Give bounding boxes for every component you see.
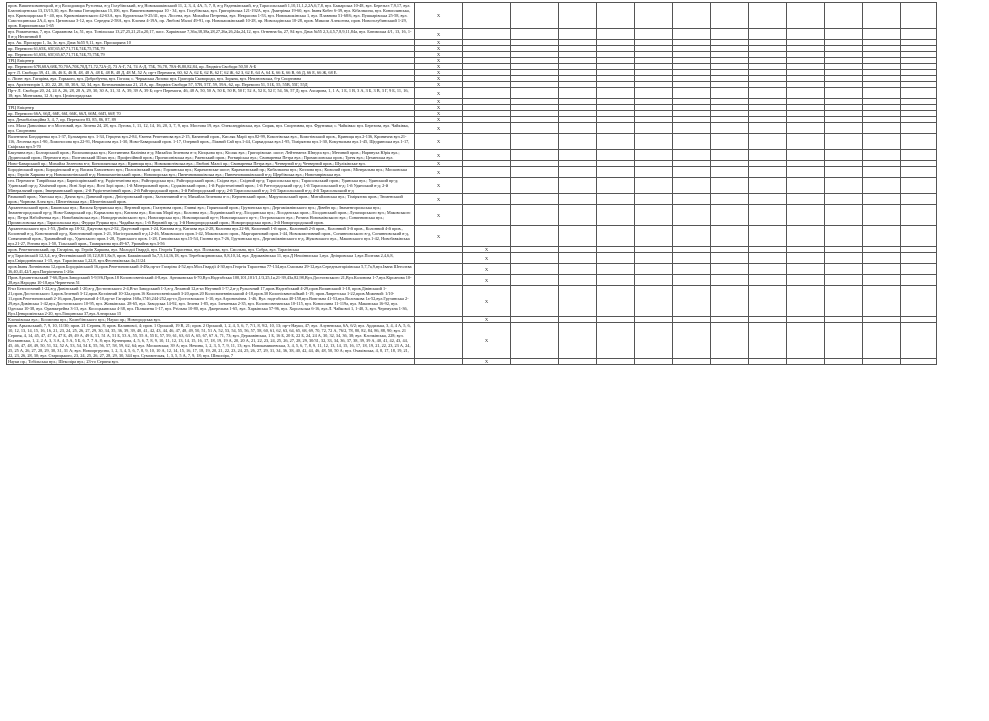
empty-cell (901, 359, 937, 365)
empty-cell (597, 359, 635, 365)
empty-cell (863, 194, 901, 205)
address-cell: Ново-Баварський пр.; Михайла Зеленова в-л; Коноплянська вул.; Криниця вул.; Новокомотівська вул.; Любові Малої пр.; Свинаренка Петра вул.; Четвертий в-д; Четвертий пров.; Шуліківське вул. (7, 161, 415, 167)
empty-cell (511, 226, 559, 247)
address-cell: сел. Перемоги: Таврійська вул.; Барнісарівський в-д; Радіотехнічна вул.; Райгородська вул.; Райгородський пров.; Східна вул.; Східний пр-д; Тарасольська вул.; Тарасольський пров.; Удянська вул.; Удянський пр-д; Удянський пр-д; Хімічний пров.; Ясні Зорі вул.; Ясні Зорі пров.; 1-й Мінеральний пров.; Судаківський пров.; 1-й Радіотехнічний пров.; 1-й Раттоградський пр-д; 1-й Тарасольський в-д; 1-й Удянський в-д; 2-й Мінеральний пров.; Інкерманський пров.; 2-й Радіотехнічний пров.; 2-й Райгородський пров.; 3-й Райгородський пр-д; 2-й Тарасольський в-д; 3-й Тарасольський в-д; 4-й Тарасольський в-д (7, 178, 415, 194)
empty-cell (863, 226, 901, 247)
empty-cell (635, 123, 673, 134)
empty-cell (749, 150, 787, 161)
empty-cell (787, 88, 825, 99)
empty-cell (787, 29, 825, 40)
empty-cell (635, 359, 673, 365)
empty-cell (749, 275, 787, 286)
empty-cell (635, 29, 673, 40)
empty-cell (463, 150, 511, 161)
empty-cell (511, 88, 559, 99)
empty-cell (711, 3, 749, 29)
empty-cell (825, 275, 863, 286)
mark-cell: X (415, 70, 463, 76)
empty-cell (901, 150, 937, 161)
empty-cell (863, 323, 901, 359)
address-cell: Пров.Архангельський 7-66,Пров.Заводський 5-9,9/6,Пров.18 Колоносвеніський 4-8,вул. Артиковська 6-70,Вул.Надтабська 100,101,101/1,1/3,25,1я,21-39,43а,82,98,Вул.Достоєвського 21,Вул.Колонова 1-7,вул.Кірсанова 10-28,вул.Народна 10-18,вул.Чернетчна 51 (7, 275, 415, 286)
mark-cell: X (415, 150, 463, 161)
empty-cell (463, 194, 511, 205)
empty-cell (559, 88, 597, 99)
table-row (7, 253, 937, 264)
empty-cell (749, 29, 787, 40)
empty-cell (597, 123, 635, 134)
mark-cell: X (415, 205, 463, 226)
mark-cell: X (415, 99, 463, 105)
address-cell: пр. Перемоги 61,65Б, 65Г,65,67,71,71Б,74Б,75,75Б,79 (7, 46, 415, 52)
empty-cell (825, 150, 863, 161)
empty-cell (559, 150, 597, 161)
empty-cell (559, 253, 597, 264)
address-cell: Валентина Бондаренка вул.1-37, Бульварна вул. 1-34, Герцена вул.2-84, Євгена Репетинова вул.2-15, Канатний пров., Кисляк Марії вул.82-99, Комотівська вул., Комотівський пров., Криниця вул.2-136, Кринична вул.21-116, Лесенка вул.1-90, Ломоносова вул.22-91, Некрасова вул.1-30, Ново-Баварський пров. 1-17, Озерний пров., Ліжний Сай вул.1-44, Сармадська вул.1-95, Тімірязєва вул.1-30, Комунальна вул.1-45, Щедринська вул.1-17, Скіфська вул.5-70 (7, 134, 415, 150)
empty-cell (597, 205, 635, 226)
address-cell: Пр-т Л. Свободи 20, 24, 24 А, 26, 28, 28 А, 29, 30, 30 А, 31, 31 А, 39, 39 А, 39 Б; пр-т Перемоги, 46, 48 А, 50, 50 А, 50 Б, 50 В, 50 Г, 52 А, 52 Б, 52 Г, 54, 56, 57 Д; вул. Ахсарова, 1, 1 А, 1 Б, 1 В, 3 А, 3 Б, 3 В, 3 Г, 9 Б, 11, 16, 18; вул. Монтажна, 12 А; вул. Целіноградська (7, 88, 415, 99)
table-row (7, 88, 937, 99)
empty-cell (597, 167, 635, 178)
empty-cell (749, 286, 787, 317)
empty-cell (559, 178, 597, 194)
empty-cell (597, 134, 635, 150)
empty-cell (901, 29, 937, 40)
empty-cell (711, 205, 749, 226)
address-cell: Рамковий пров.; Ужеська вул.; Дачна вул.; Даничий пров.; Дністровський пров.; Залтанчиний в-л; Михайла Зеленова в-л.; Керченський пров.; Марупольський пров.; Митайловська вул.; Тімірязєва пров.; Тюменський пров.; Чорнова Алея вул.; Шепетівська вул.; Шепетівський пров. (7, 194, 415, 205)
empty-cell (673, 323, 711, 359)
empty-cell (901, 323, 937, 359)
table-row (7, 205, 937, 226)
empty-cell (673, 205, 711, 226)
address-cell: пров. Репетиновський, пр. Гагаріна, пр. Героїв Харкова, вул. Молодої Гвардії, вул. Георгія Тарасенка, вул. Полькова, вул. Смольна, вул. Собра, вул. Тарасівська (7, 247, 415, 253)
empty-cell (415, 286, 463, 317)
empty-cell (787, 286, 825, 317)
mark-cell: X (415, 111, 463, 117)
empty-cell (901, 178, 937, 194)
empty-cell (825, 134, 863, 150)
empty-cell (559, 359, 597, 365)
empty-cell (673, 194, 711, 205)
table-row (7, 359, 937, 365)
table-row (7, 323, 937, 359)
empty-cell (787, 323, 825, 359)
empty-cell (863, 359, 901, 365)
empty-cell (825, 3, 863, 29)
empty-cell (463, 123, 511, 134)
empty-cell (787, 150, 825, 161)
empty-cell (749, 205, 787, 226)
empty-cell (863, 88, 901, 99)
mark-cell: X (463, 317, 511, 323)
empty-cell (673, 226, 711, 247)
empty-cell (673, 167, 711, 178)
empty-cell (863, 253, 901, 264)
empty-cell (711, 323, 749, 359)
address-cell: вул. Демобілізаційна 3, 4, 7, пр. Перемоги 83, 85, 86, 87, 89 (7, 117, 415, 123)
mark-cell: X (415, 88, 463, 99)
empty-cell (711, 178, 749, 194)
address-cell: пр-т Л. Свободи 39, 41, 46, 46 Б, 46 В, 48, 48 А, 48 Б, 48 В, 48 Д, 48 М, 52 А; пр-т Перемоги, 60, 62 А, 62 Б, 62 В, 62 Г, 62 Ж, 62 З, 62 Е, 64 А, 64 Б, 66 Б, 66 В, 66 Д, 66 Е, 66 Ж, 68 Е. (7, 70, 415, 76)
mark-cell: X (415, 64, 463, 70)
table-row (7, 123, 937, 134)
empty-cell (559, 3, 597, 29)
empty-cell (863, 134, 901, 150)
empty-cell (749, 253, 787, 264)
empty-cell (635, 226, 673, 247)
empty-cell (711, 88, 749, 99)
empty-cell (463, 205, 511, 226)
mark-cell: X (415, 194, 463, 205)
empty-cell (635, 323, 673, 359)
empty-cell (787, 359, 825, 365)
empty-cell (749, 194, 787, 205)
empty-cell (597, 29, 635, 40)
empty-cell (749, 123, 787, 134)
empty-cell (415, 275, 463, 286)
empty-cell (825, 194, 863, 205)
empty-cell (463, 29, 511, 40)
empty-cell (787, 178, 825, 194)
empty-cell (511, 275, 559, 286)
empty-cell (787, 167, 825, 178)
address-cell: Архангельський пров.; Баковська вул.; Василя Бутрявська вул.; Верзний пров.; Глазунова пров.; Глиняі вул.; Горянський пров.; Грузинська вул.; Дергаміжнівського вул.; Дівейн пр.; Знаменгорольська вул.; Знаменгородський пр-д; Ново-Баварський пр.; Кармалова вул.; Катаєва вул.; Кисляк Марії вул.; Колонна вул.; Лодянівський в-д; Лісодянська вул.; Лісоданська пров.; Лісоданський пров.; Лупачарського вул.; Маковського вул.; Петра Набойченка вул.; Новобавківська вул.; Новодергамівського вул.; Новопирська вул.; Новопирський пр-т; Новопирського пр-т.; Остромського вул.; Ротина Новомаівського вул.; Сонинновська вул.; Промисловська вул.; Тарасольська вул.; Федора Руцяка вул.; Чадайка вул.; 1-й Верхній пр.-д; 1-й Новоргородський пров.; Новоргородська пров.; 3-й Новоргородський пров. (7, 205, 415, 226)
empty-cell (901, 167, 937, 178)
empty-cell (749, 88, 787, 99)
empty-cell (749, 178, 787, 194)
empty-cell (825, 88, 863, 99)
empty-cell (511, 167, 559, 178)
address-cell: пр. Перемоги 61,65Б, 65Г,65,67,71,71Б,74Б,75,75Б,79 (7, 52, 415, 58)
empty-cell (673, 134, 711, 150)
empty-cell (673, 359, 711, 365)
empty-cell (463, 226, 511, 247)
empty-cell (749, 323, 787, 359)
empty-cell (673, 286, 711, 317)
empty-cell (415, 264, 463, 275)
empty-cell (863, 3, 901, 29)
empty-cell (635, 264, 673, 275)
empty-cell (711, 29, 749, 40)
empty-cell (825, 323, 863, 359)
empty-cell (711, 264, 749, 275)
empty-cell (597, 88, 635, 99)
mark-cell: X (415, 178, 463, 194)
empty-cell (673, 88, 711, 99)
empty-cell (901, 123, 937, 134)
mark-cell: X (415, 117, 463, 123)
empty-cell (863, 123, 901, 134)
empty-cell (597, 178, 635, 194)
empty-cell (511, 123, 559, 134)
empty-cell (825, 264, 863, 275)
empty-cell (673, 253, 711, 264)
empty-cell (901, 205, 937, 226)
empty-cell (825, 226, 863, 247)
empty-cell (511, 194, 559, 205)
empty-cell (463, 88, 511, 99)
mark-cell: X (463, 253, 511, 264)
empty-cell (901, 264, 937, 275)
empty-cell (597, 194, 635, 205)
empty-cell (635, 205, 673, 226)
mark-cell: X (463, 247, 511, 253)
empty-cell (415, 359, 463, 365)
empty-cell (901, 226, 937, 247)
empty-cell (635, 275, 673, 286)
empty-cell (787, 253, 825, 264)
table-row (7, 275, 937, 286)
empty-cell (673, 178, 711, 194)
empty-cell (673, 275, 711, 286)
empty-cell (511, 29, 559, 40)
empty-cell (635, 194, 673, 205)
empty-cell (511, 205, 559, 226)
empty-cell (711, 275, 749, 286)
empty-cell (863, 178, 901, 194)
address-cell: пров. Арыльський, 7, 9, 10, 11/30; пров. 21 Серпня, 8; пров. Калинової, 4; пров. 1 Орський, 19 В, 21; пров. 2 Орський, 1, 2, 4, 5, 6, 7, 7/1, 8, 9/2, 10, 13; пр-т Науки, 47; вул. Алуневська, 6А, 6/2; вул. Ардилька, 3, 4, 4 А, 5, 6, 10, 12, 13, 14, 15, 16, 16, 21, 23, 24, 25, 26, 27, 29, 30, 34, 35, 36, 39, 39, 40, 41, 42, 43, 44, 46, 47, 48, 49, 50, 51, 51 А, 52, 53, 54, 55, 56, 57, 58, 60, 61, 62, 63, 64, 65, 68, 69, 70, 72, 72 А, 76/2, 78, 80, 82, 84, 86, 88, 90; вул. 21 Серпня, 4, 14, 45, 47, 47 А, 47 Б, 49, 49 А, 49 Б, 51, 51 А, 51 Б, 53 А, 55, 55 А, 55 Б, 57, 59, 61, 63, 63 А, 65, 67, 67 А, 71, 73; вул. Державінська, 1 Б, 16 Б, 20 Б, 22 Б, 24, 24 А, 30, 32, 34, 36, 38; вул. Клочківська, 228; вул. Косминська, 1, 2, 2 А, 3, 3 А, 4, 5 А, 5 Б, 6, 7, 7 А, 8; вул. Кузнецова, 4, 5, 6, 7, 8, 9, 10, 11, 12, 13, 14, 15, 16, 17, 18, 19, 19 А, 20, 20 А, 21, 22, 23, 24, 25, 26, 27, 28, 29, 30/31, 32, 33, 34, 36, 37, 38, 39, 39 А, 40, 41, 42, 43, 44, 45, 46, 47, 48, 49, 50, 51, 52, 52 А, 53, 54, 54 Б, 55, 56, 57, 58, 59, 62, 64; вул. Московська; 39 А; вул. Нечина, 1, 2, 3, 5, 7, 9, 11, 13; вул. Новокамишевська, 3, 4, 5, 6, 7, 8, 9, 11, 12, 13, 14, 15, 16, 17, 18, 19, 21, 22, 23, 23 А, 24, 25, 25 А, 26, 27, 28, 29, 30, 31, 31 А; вул. Новооргрупна, 1, 2, 3, 4, 5, 6, 7, 8, 9, 10, 10 А, 12, 14, 15, 16, 17, 18, 19, 20, 21, 22, 23, 24, 25, 26, 27, 29, 31, 34, 36, 38, 40, 42, 44, 46, 48, 50, 50 А; вул. Очаківська, 4, 8, 17, 18, 19, 21, 22, 23, 26, 28, 30; вул. Старицького, 23, 24, 25, 26, 27, 28, 29, 30, 344 вул. Сумгаитская, 1, 3, 5, 5 А, 7, 9, 18; вул. Шекспіра, 7 (7, 323, 415, 359)
table-row (7, 150, 937, 161)
empty-cell (749, 167, 787, 178)
empty-cell (787, 123, 825, 134)
empty-cell (749, 359, 787, 365)
mark-cell: X (415, 167, 463, 178)
empty-cell (597, 3, 635, 29)
empty-cell (597, 275, 635, 286)
table-row (7, 29, 937, 40)
empty-cell (863, 275, 901, 286)
mark-cell: X (415, 29, 463, 40)
empty-cell (901, 194, 937, 205)
mark-cell: X (415, 82, 463, 88)
empty-cell (511, 264, 559, 275)
address-cell: Науки пр.; Тобільська вул.; Шекспіра вул.; 23-го Серпня вул. (7, 359, 415, 365)
empty-cell (597, 264, 635, 275)
empty-cell (863, 264, 901, 275)
table-row (7, 3, 937, 29)
empty-cell (511, 150, 559, 161)
empty-cell (863, 286, 901, 317)
table-row (7, 134, 937, 150)
empty-cell (559, 323, 597, 359)
empty-cell (635, 134, 673, 150)
empty-cell (463, 167, 511, 178)
mark-cell: X (415, 40, 463, 46)
empty-cell (749, 226, 787, 247)
empty-cell (511, 178, 559, 194)
empty-cell (635, 253, 673, 264)
table-row (7, 167, 937, 178)
empty-cell (559, 205, 597, 226)
address-cell: пр. Перемоги 67В,68А,68Б,70,70А,70Б,70Д,71,72,72А-Д, 73 А-Г, 74, 74 А-Д, 75Б, 76,78, 78А-В,80,82,84, пр. Людвіга Свободи 50,50 А-Б (7, 64, 415, 70)
empty-cell (825, 359, 863, 365)
empty-cell (749, 3, 787, 29)
empty-cell (901, 275, 937, 286)
empty-cell (559, 167, 597, 178)
empty-cell (635, 286, 673, 317)
empty-cell (711, 167, 749, 178)
empty-cell (559, 134, 597, 150)
empty-cell (863, 29, 901, 40)
empty-cell (559, 264, 597, 275)
table-row (7, 194, 937, 205)
empty-cell (787, 275, 825, 286)
empty-cell (511, 286, 559, 317)
empty-cell (673, 264, 711, 275)
empty-cell (825, 29, 863, 40)
mark-cell: X (415, 105, 463, 111)
empty-cell (559, 29, 597, 40)
address-cell: пров. Вишнеховинецкий, в-д Володимира Рутсенка, в-д Голубівський, в-д Новокашківський 11, 2, 3, 4, 4А, 5, 7, 8, в-д Раденківський, в-д Тарасольський 1,10,11,1,2,2А,6,7,8, вул. Бажарська 10-48, вул. Березьєз 7,9,17, вул. Благовіщенська 13,13/15,30, вул. Велика Гончарівська 15,106, вул. Вишнеховинецька 10 - 34, вул. Голубівська, вул. Григорівська 121-192А, вул. Дмитрівка 19-60, вул. Іваня Кобеє 6-39, вул. Кібальчича, вул. Коноплянська, вул. Кривощарська 8 - 40, вул. Кривоніжинського 42-63А, вул. Курганська 9-25/41, вул. Ліссена, вул. Михайла Петренка, вул. Некрасова 1-53, вул. Новокашкінська 1, вул. Плавнова 51-68/6, вул. Пушкарівська 25-58, вул. Самстоцинська 2А,4, вул. Цитовська 3-12, вул. Середня 2-58А, вул. Клочна 4-19А, пр. Любові Малої 49-91, пр. Новокашківський 10-28, пр. Новохадівська 10-28, пров. Миколи Алексеєва, пров. Новоголубинський 1-29, пров. Кирпичанська 1-65 (7, 3, 415, 29)
empty-cell (787, 3, 825, 29)
mark-cell: X (463, 323, 511, 359)
mark-cell: X (415, 52, 463, 58)
empty-cell (635, 150, 673, 161)
empty-cell (711, 253, 749, 264)
empty-cell (863, 205, 901, 226)
empty-cell (711, 286, 749, 317)
empty-cell (711, 359, 749, 365)
empty-cell (787, 194, 825, 205)
empty-cell (635, 178, 673, 194)
address-cell: сел. Мала Данилівка: в-л Мостовий, вул. Зелена 24, 28, вул. Луговa, 1, 11, 12, 14, 16, 20, 3, 7, 9, вул. Мостова 19, вул. Олександрівська, вул. Сиряк, вул. Спортивна, вул. Фрунзика; с. Чайківка: вул. Березова, вул. Чайківка, вул. Спортивна (7, 123, 415, 134)
empty-cell (863, 150, 901, 161)
empty-cell (825, 178, 863, 194)
address-cell: ТРЦ Епіцентр (7, 105, 415, 111)
empty-cell (559, 275, 597, 286)
empty-cell (463, 134, 511, 150)
mark-cell: X (415, 226, 463, 247)
table-row (7, 264, 937, 275)
empty-cell (825, 286, 863, 317)
empty-cell (463, 178, 511, 194)
empty-cell (559, 286, 597, 317)
empty-cell (787, 226, 825, 247)
empty-cell (511, 134, 559, 150)
empty-cell (597, 226, 635, 247)
empty-cell (901, 253, 937, 264)
empty-cell (673, 123, 711, 134)
mark-cell: X (415, 3, 463, 29)
table-row (7, 286, 937, 317)
address-cell: вул. Ак. Проскури 1, 3а, 3г, вул. Дача №55 9,11, вул. Проскоряна 10 (7, 40, 415, 46)
address-cell: вул. Романченка, 7, вул. Саражнова 1а, 51, вул. Тонільська 13,27,25,21,21а,20,17, пасс. Харківське 7,36а,38,38а,28,27,26а,26,24а,24,12, вул. Огненна 6а, 27, 84 вул. Дача №55 2,3,4,5,7,8,9,11,84а, вул. Батимська 4/1, 13, 16, 1-8 в-д Несвечний 8 (7, 29, 415, 40)
empty-cell (635, 88, 673, 99)
mark-cell: X (415, 76, 463, 82)
empty-cell (825, 253, 863, 264)
empty-cell (463, 3, 511, 29)
empty-cell (559, 123, 597, 134)
empty-cell (749, 134, 787, 150)
empty-cell (511, 253, 559, 264)
empty-cell (863, 167, 901, 178)
mark-cell: X (463, 264, 511, 275)
empty-cell (901, 88, 937, 99)
mark-cell: X (415, 161, 463, 167)
empty-cell (635, 3, 673, 29)
mark-cell: X (463, 286, 511, 317)
empty-cell (825, 205, 863, 226)
empty-cell (415, 323, 463, 359)
table-row (7, 178, 937, 194)
empty-cell (635, 167, 673, 178)
address-cell: пр. Перемоги 66А, 66Д, 66Е, 66І, 66К, 66Л, 66М, 66П, 66Р, 70 (7, 111, 415, 117)
empty-cell (901, 286, 937, 317)
empty-cell (749, 264, 787, 275)
address-cell: ТРЦ Епіцентр (7, 58, 415, 64)
address-cell: Архангельського вул.1-53, Дівйн пр.18-32, Джутова вул.2-52, Джутовий пров.1-24, Катаєва в-д, Катаєва вул.2-28, Колонна вул.22-66, Колонний 1-й пров., Колонний 2-й пров., Колонний 3-й пров., Колонний 4-й пров., Колонний в-д, Конотимний пр-д, Конотимний пров.1-21, Магістральний в-д.12-46, Маковського пров.1-42, Маковського пров., Маргариновий пров.1-44, Новокомотивний пров., Сонинновського в-д, Сонинновський в-д, Соняничний пров., Трамвайний пр., Удянського пров.1-28, Удянського пров. 1-28, Ганшівська вул.15-54, Глинна вул.7-26, Грузинська вул., Дергаміжнівського в-д, Жуковського вул., Маковського вул.1-42, Новобавківська вул.21-27, Ротина вул.1-50, Тільський пров., Тимирязєва вул.49-67, Уровайна вул.3-56 (7, 226, 415, 247)
mark-cell: X (415, 46, 463, 52)
address-cell: В-кз Безпогочний 1-22,в-д Дивінський 1-20,в-д Достоєвського 2-4,В-кз Заводський 1-3,в-д Леланий 12,в-кз Неучний 1-7/,2,в-д Рульочний 17,пров.Надтабський 4-29,пров.Волянський 1-18, пров.Дівінський 1-21,пров.Достоєвського 3,пров.Зелений 3-12,пров.Козлівний 10-32а,пров.16 Колоносвеніський 3-20,пров.20 Колосвачевнівськиий 4-18,пров.30 Колонісваческйкий 1-19, пров.Лавретська 1-22,пров.Можевий: 1/10-11,пров.Репетиновський 2-16,пров.Джерельний 4-10,пр-кт Гагаріна 168а,174б,244-252,пр-гл Достоєвського 1-10, вул.Агрономічна. 1-46, Вул. надтабська 40-158,вул.Вовгльна 41-53,вул.Волочкова 1а-52,вул.Грузинська 2-29,вул.Дивінська 1-42,вул.Достоєвського 10-95, вул. Жовківська. 28-65, вул. Заводська 14-92, вул. Зелена 1-85, вул. Ілеменька 2-35, вул. Колоносвенанська 10-115, вул. Коноплина 11-119а, вул. Маковська 16-92, вул. Одеська 10-38, вул. Оранжерейна 3-13, вул. Косоцькивська 4-38, вул. Пільчиеня 1-17, вул. Ртільна 10-80, вул. Джерельна 1-65, вул. Харківська 57-96, вул. Хорольська 6-16, вул.Л. Чайкової 1, 1-40, 3, вул. Черемухна 1-36, Вул.Ценкромінська 2-20, вул.Ліпцинська 37,вул.Алтирська 15 (7, 286, 415, 317)
empty-cell (559, 194, 597, 205)
empty-cell (597, 150, 635, 161)
mark-cell: X (463, 275, 511, 286)
empty-cell (711, 150, 749, 161)
address-cell: Клочківська вул.; Космична вул.; Колюбінського вул.; Науки пр.; Новгородська вул. (7, 317, 415, 323)
mark-cell: X (415, 134, 463, 150)
address-cell: Бакунина вул.; Болгарський пров.; Волоховицька вул.; Костянтина Калініна в-д; Михайла Зеленова в-л; Кіпцьова вул.; Кісляк вул.; Григорівське. шосе; Лейтенанта Шведєа вул.; Метиний пров.; Нарвнуха Юрія вул.; Дудинський пров.; Перемоги вул.; Полтавський Шлях вул.; Професійний пров.; Пронисонівська вул.; Ржевський пров.; Рогвиріська вул.; Свинаренка Петра вул.; Промисловська пров.; Третя вул.; Цехинська вул. (7, 150, 415, 161)
empty-cell (901, 3, 937, 29)
empty-cell (787, 134, 825, 150)
empty-cell (673, 3, 711, 29)
empty-cell (559, 226, 597, 247)
empty-cell (597, 323, 635, 359)
empty-cell (415, 253, 463, 264)
address-cell: Бородінський пров.; Бородінський в-д; Василя Базилевого вул.; Полохівський пров.; Горлянська вул.; Карачаєвське шосе; Карачаєвський пр.; Кибальчича вул.; Козлова вул.; Кизилий пров.; Мінеральна вул.; Московська вул.; Героїв Харкова в-д; Новокомотівський в-д; Новокомотівський пров.; Новопирська вул.; Пинечновашківська вул.; Пинечновашківський в-д; Щербівська вул.; Новотаврівська вул. (7, 167, 415, 178)
schedule-table (6, 2, 937, 365)
empty-cell (597, 286, 635, 317)
address-cell: в-д Тарасівській 12,3,4, в-д Фесенківський 10,12,8,8/1,8а,9, пров. Бажківський 5а,7,5,14,16,18, вул. Теребокорновська, 8,8,10,14, вул. Державінська 11, вул.Д Нешінвлська 1,вул. Дніпровська 1,вул.Полтава 2,4,6,8, вул.Свіридонівська 1-15, вул. Тарасівська 1,22,8, вул.Фесенківська 4а,11/24 (7, 253, 415, 264)
empty-cell (711, 226, 749, 247)
address-cell: вул. Архітекторів 1, 20, 22, 28, 30, 30А, 32, 34, вул. Котельниківська 21, 21А, пр. Людвіга Свободи 57, 57В, 57Г, 59, 59А, 62, пр. Перемоги 51, 51Б, 55, 55В, 55Г, 55Д (7, 82, 415, 88)
empty-cell (711, 194, 749, 205)
address-cell: пров.Іваня Лонніновна 12,пров.Бородківський 16,пров.Репетиновський 4-48а,пр-кт Гагаріна 4-52,вул.Мол.Гвардії 4-30,вул.Георгія Тарасенка 77-134,вул.Смольна 29-12,вул.Середньотарілівська 5,7,7а,9,вул.Івана Шеголєва 36,40,41,42/1,вул.Пагріотична 1-26а (7, 264, 415, 275)
empty-cell (787, 205, 825, 226)
empty-cell (673, 150, 711, 161)
mark-cell: X (415, 123, 463, 134)
empty-cell (901, 134, 937, 150)
empty-cell (711, 134, 749, 150)
table-row (7, 226, 937, 247)
mark-cell: X (415, 58, 463, 64)
empty-cell (511, 323, 559, 359)
empty-cell (597, 253, 635, 264)
empty-cell (673, 29, 711, 40)
mark-cell: X (463, 359, 511, 365)
empty-cell (511, 3, 559, 29)
empty-cell (511, 359, 559, 365)
empty-cell (787, 264, 825, 275)
empty-cell (825, 123, 863, 134)
empty-cell (711, 123, 749, 134)
address-cell: с. Лісне: вул. Гагаріна, вул. Горького, вул. Добробутна, вул. Гоголя; с. Черкаська Лозова: вул. Григорія Сковороди, вул. Зоряна, вул. Неплюєвська, б-р Спортивна (7, 76, 415, 82)
empty-cell (825, 167, 863, 178)
